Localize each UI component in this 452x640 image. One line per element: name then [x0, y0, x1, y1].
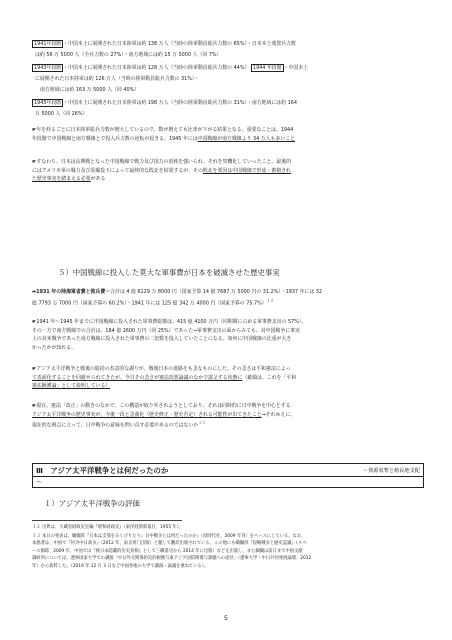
text-span: 本拙著は、中国で『何为中日战争』（2012 年、南京将门出版）と題して翻訳出版されている。この他にも纐纈厚『侵略戦争と歴史認識』（スペ: [32, 541, 307, 547]
text-span: 現在的な視点に立って、日中戦争の意味を問い直す必要があるのではないか: [32, 422, 199, 429]
stats-1941-text: ・中国本土に展開された日本陸軍は約 138 万人（当時の陸軍動員総兵力数の 65%）・日本本土残置兵力数: [63, 41, 296, 47]
footnote-12: １２ 出典は、大蔵省財政史室編『昭和財政史』（東洋経済新報社、1955 年）。: [32, 525, 184, 530]
underlined-text: て表面化することを回避せられてきたが、今日その歪さが憲法改悪論議のなかで露呈する状態に: [32, 374, 243, 381]
text-span: １３ 本日の発表は、纐纈厚『日本は支那をみくびりたり』日中戦争とは何だったのか』（同時代社、2009 年刊）をベースにしている。なお、: [32, 534, 306, 539]
text-span: がある: [90, 176, 106, 183]
text-span: かったかが知れる。: [32, 344, 77, 351]
section-5-heading: ５）中国戦線に投入した莫大な軍事費が日本を破滅させた歴史事実: [58, 268, 280, 277]
stats-1945-cont: 万 5000 人（同 26%）: [35, 111, 88, 117]
underlined-text: 中国戦線が南方戦線より 34 万人も多いこと: [197, 135, 295, 142]
paragraph-2: [32, 158, 424, 184]
stats-1945: [32, 99, 424, 108]
year-tag-1944: 1944 年段階: [252, 65, 282, 71]
text-span: ☛年を経るごとに日本陸軍総兵力数が増大しているので、数が増えても比率が下がる結果となる。重要なことは、1944: [32, 127, 294, 133]
text-span: 億 7793 万 7000 円（国家予算の 60.2%）・1941 年には 125 億 342 万 4000 円（国家予算の 75.7%）: [32, 300, 267, 307]
text-span: ☛アジア太平洋戦争と戦後の総括の杰意的な謝りが、戦後日本の進路をも歪なものにした。その歪さは平和憲法によっ: [32, 366, 291, 372]
stats-1941: [32, 40, 424, 49]
stats-1944-cont2: 南方地域には約 163 万 5000 人（同 40%）: [40, 87, 140, 93]
footnote-ref-13: １３: [198, 421, 206, 426]
chapter-heading-cont: ～: [32, 477, 424, 488]
year-tag-1945: 1945年段階: [34, 100, 62, 106]
text-span: ⇒それゆえに、: [261, 411, 296, 418]
stats-1944-text: ・中国本土: [283, 65, 309, 71]
footnote-divider: [32, 520, 182, 521]
underlined-text: 憲法擬護論」として説明している）: [32, 383, 111, 390]
paragraph-1: [32, 126, 424, 143]
paragraph-6: [32, 402, 424, 430]
text-span: （確顔は、これを「平和: [242, 374, 297, 381]
stats-1941-cont: は約 56 万 5000 人（全兵力数の 27%）・南方地域には約 15 万 5000 人（同 7%）: [35, 52, 222, 58]
text-span: 上の対米戦争であった南方戦線に投入された軍事費の二倍数を投入していたことになる。如何に中国戦線の比重が大き: [32, 336, 292, 343]
text-span: 調研所については、遼寧国家大学での講演「中日外交関係的史的根拠与東アジア国防関係与課題への途径」（遼寧大学・中日共同発展論壇、2012: [32, 556, 312, 562]
text-span: ース伽耶、2009 年、中国では『被日本隠藏的历史真相』として三聯書店から 2014 年に出版）などを出版し、また纐纈は前日まで中国文献: [32, 548, 303, 554]
footnote-13: [32, 533, 424, 570]
page-number: 5: [223, 614, 229, 622]
footnote-ref-12: １２: [266, 298, 274, 303]
chapter-heading: [32, 463, 424, 477]
underlined-text: アジア太平洋戦争の歴史事実が、今後一段と歪曲化（歴史修正・歴史否定）される可能性が出てきたこと: [32, 411, 262, 418]
paragraph-3: [32, 288, 424, 308]
underlined-text: た歴史事実を踏まえる必要: [32, 176, 91, 183]
paragraph-4: [32, 318, 424, 352]
chapter-title: Ⅲ アジア太平洋戦争とは何だったのか: [36, 466, 169, 475]
stats-1944-cont: に展開された日本陸軍は約 126 万人（当時の陸軍動員総兵力数の 31%）・: [35, 76, 200, 82]
text-span: にはアメリカ軍の戦力及び原爆投下によって最終的な敗北を結果するが、その: [32, 167, 203, 174]
stats-1945-text: ・中国本土に展開された日本陸軍は約 198 万人（当時の陸軍動員総兵力数の 31%）・南方地域には約 164: [63, 100, 297, 106]
stats-1943-text: ・中国本土に展開された日本陸軍は約 128 万人（当時の陸軍動員総兵力数の 44%）: [63, 65, 250, 71]
chapter-subtitle: ～資源収奪と植民地支配: [362, 468, 420, 474]
year-tag-1943: 1943年段階: [34, 65, 62, 71]
stats-1943: [32, 64, 424, 73]
text-span: 年段階で中国戦線と南方戦線とで投入兵力数の逆転が起きる、1945 年には: [32, 135, 198, 142]
section-1-heading: １）アジア太平洋戦争の評価: [44, 499, 140, 508]
text-span: その一方で南方戦線での合計は、184 億 2600 万円（同 25%）であった⇒軍事費支出の面からみても、対中国戦争に事実: [32, 327, 300, 334]
text-span: ☛すなわち、日本は長期戦となった中国戦線で戦力及び国力の消耗を強いられ、それを契機化していったこと、最後的: [32, 159, 291, 165]
underlined-text: 敗北を要因は中国戦線で形成・蓄積され: [202, 167, 291, 174]
text-span: ☛1941 年～1945 年までに中国戦線に投入された軍事費総額は、415 億 4100 万円（同期間に占める軍事費支出の 57%）。: [32, 319, 307, 325]
year-tag-1941: 1941年段階: [34, 41, 62, 47]
paragraph-5: [32, 365, 424, 391]
text-span: 年）から抜粋した。（2019 年 12 月 3 日など中国各地の大学で講演・論議を重ねている）。: [32, 563, 209, 569]
bold-text: ➡1931 年の陸海軍省費と推兵費: [32, 289, 106, 295]
text-span: ＝合計は 4 億 6129 万 8000 円（国家予算 14 億 7687 万 5000 円の 31.2%）・1937 年には 32: [105, 289, 323, 295]
text-span: ☛現在、憲法「改正」の動きのなかで、この構造が取り外されようとしており、それは同時的に日中戦争を中心とする: [32, 403, 291, 409]
